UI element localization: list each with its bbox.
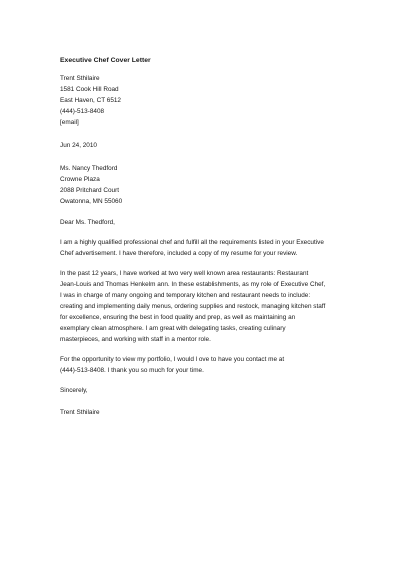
paragraph-line: Chef advertisement. I have therefore, included a copy of my resume for your review. (60, 250, 298, 257)
paragraph-line: Jean-Louis and Thomas Henkelm ann. In these establishments, as my role of Executive Chef, (60, 281, 326, 288)
paragraph-line: I am a highly qualified professional chef and fulfill all the requirements listed in your Executive (60, 239, 324, 246)
paragraph-line: I was in charge of many ongoing and temporary kitchen and restaurant needs to include: (60, 292, 311, 299)
paragraph-line: For the opportunity to view my portfolio, I would l ove to have you contact me at (60, 356, 285, 363)
body-paragraph-1 (60, 237, 360, 259)
body-paragraph-3 (60, 354, 360, 376)
recipient-city-state-zip: Owatonna, MN 55060 (60, 198, 123, 205)
paragraph-line: (444)-513-8408. I thank you so much for your time. (60, 367, 204, 374)
sender-address (60, 73, 360, 128)
letter-date (60, 140, 360, 151)
recipient-company: Crowne Plaza (60, 176, 100, 183)
closing (60, 385, 360, 396)
sender-street: 1581 Cook Hill Road (60, 86, 119, 93)
salutation (60, 217, 360, 228)
paragraph-line: In the past 12 years, I have worked at two very well known area restaurants: Restaurant (60, 270, 309, 277)
letter-content (60, 55, 360, 418)
paragraph-line: exemplary clean atmosphere. I am great with delegating tasks, creating culinary (60, 325, 286, 332)
recipient-street: 2088 Pritchard Court (60, 187, 119, 194)
letter-title: Executive Chef Cover Letter (60, 57, 151, 64)
signature (60, 407, 360, 418)
body-paragraph-2 (60, 268, 360, 345)
paragraph-line: creating and implementing daily menus, ordering supplies and restock, managing kitchen staff (60, 303, 326, 310)
paragraph-line: masterpieces, and working with staff in a mentor role. (60, 336, 211, 343)
sender-phone: (444)-513-8408 (60, 108, 105, 115)
sender-city-state-zip: East Haven, CT 6512 (60, 97, 121, 104)
signature-name: Trent Sthilaire (60, 409, 100, 416)
date-text: Jun 24, 2010 (60, 142, 97, 149)
salutation-text: Dear Ms. Thedford, (60, 219, 115, 226)
recipient-address (60, 163, 360, 207)
closing-text: Sincerely, (60, 387, 88, 394)
paragraph-line: for excellence, ensuring the best in food quality and prep, as well as maintaining an (60, 314, 296, 321)
sender-email: [email] (60, 119, 79, 126)
recipient-name: Ms. Nancy Thedford (60, 165, 118, 172)
sender-name: Trent Sthilaire (60, 75, 100, 82)
